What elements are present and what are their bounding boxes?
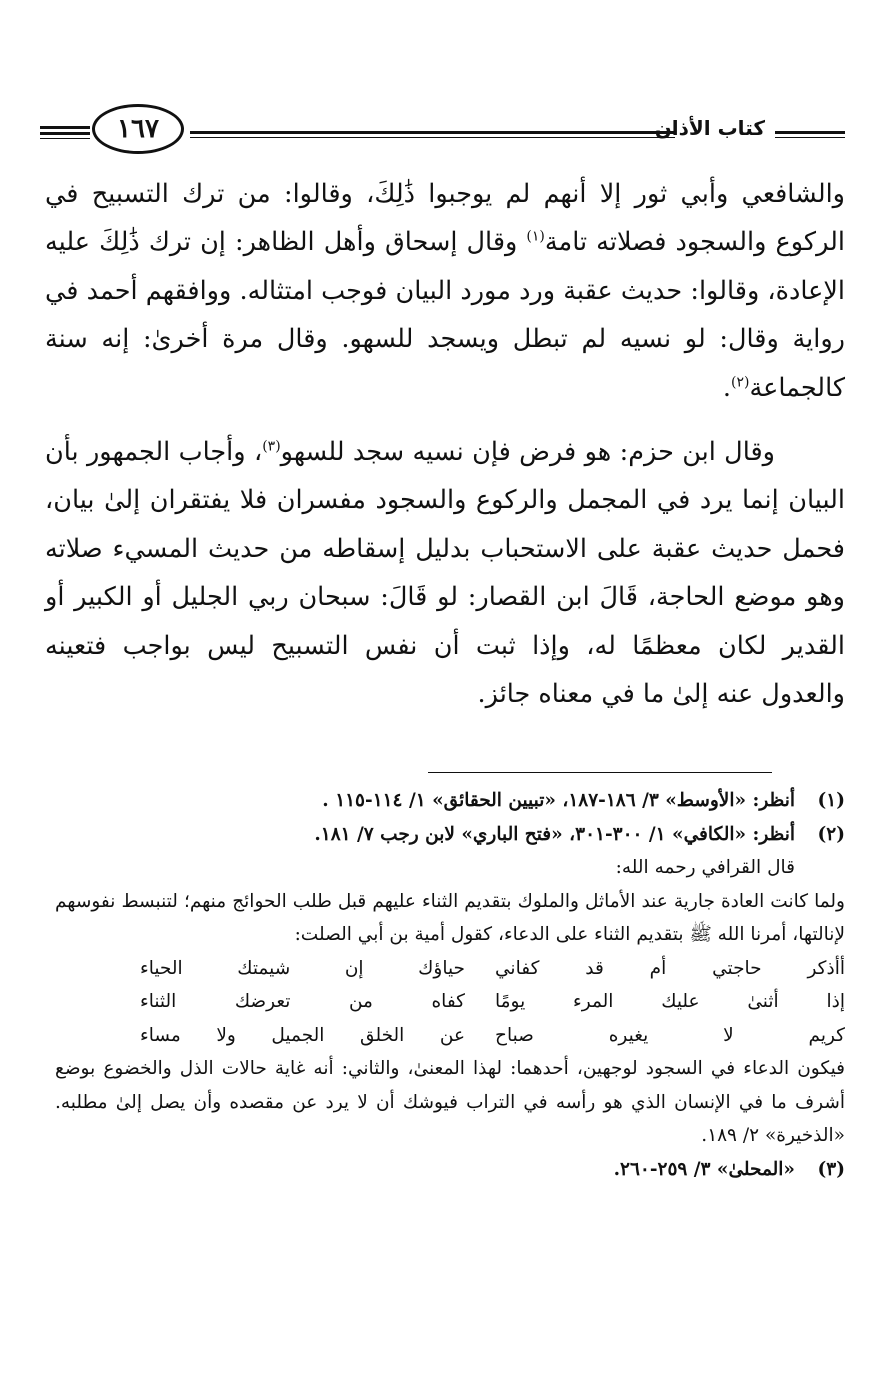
header-rule xyxy=(190,137,675,138)
footnote-quote-intro: قال القرافي رحمه الله: xyxy=(615,857,795,878)
header-rule xyxy=(775,131,845,134)
paragraph xyxy=(45,170,845,412)
footnote-number: (١) xyxy=(817,790,845,811)
text-run: . xyxy=(722,372,731,403)
chapter-title: كتاب الأذان xyxy=(654,116,765,140)
footnote-separator xyxy=(428,772,772,773)
footnote-ref: (٣) xyxy=(262,438,281,455)
header-rule xyxy=(40,138,90,139)
header-rule xyxy=(775,137,845,138)
footnote-quote: ولما كانت العادة جارية عند الأماثل والملوك بتقديم الثناء عليهم قبل طلب الحوائج منهم؛ لتنبسط نفوسهم لإنالتها، أمرنا الله ﷺ بتقديم الثناء على الدعاء، كقول أمية بن أبي الصلت: xyxy=(55,890,845,945)
footnote-ref: (١) xyxy=(526,228,545,245)
header-rule xyxy=(40,132,90,135)
text-run: والشافعي وأبي ثور إلا أنهم لم يوجبوا ذَٰلِكَ، وقالوا: من ترك التسبيح في الركوع والسجود فصلاته تامة xyxy=(45,179,845,258)
verse-hemistich: أأذكر حاجتي أم قد كفاني xyxy=(495,957,845,979)
text-run: ، وأجاب الجمهور بأن البيان إنما يرد في المجمل والركوع والسجود مفسران فلا يفتقران إلىٰ بيان، فحمل حديث عقبة على الاستحباب بدليل إسقاطه من حديث المسيء صلاته وهو موضع الحاجة، قَالَ ابن القصار: لو قَالَ: سبحان ربي الجليل أو الكبير أو القدير لكان معظمًا له، وإذا ثبت أن نفس التسبيح ليس بواجب فتعينه والعدول عنه إلىٰ ما في معناه جائز. xyxy=(45,437,845,710)
verse-hemistich: حياؤك إن شيمتك الحياء xyxy=(140,957,465,979)
page-number: ١٦٧ xyxy=(92,104,184,154)
verse-hemistich: كريم لا يغيره صباح xyxy=(495,1024,845,1046)
footnote-number: (٢) xyxy=(817,823,845,845)
verse-hemistich: عن الخلق الجميل ولا مساء xyxy=(140,1024,465,1046)
paragraph xyxy=(45,428,845,718)
text-run: وقال ابن حزم: هو فرض فإن نسيه سجد للسهو xyxy=(280,437,775,468)
footnote-text: أنظر: «الكافي» ١/ ٣٠٠-٣٠١، «فتح الباري» لابن رجب ٧/ ١٨١. xyxy=(314,823,795,845)
header-rule xyxy=(190,131,675,134)
footnote xyxy=(55,784,845,818)
page-header xyxy=(40,98,845,168)
verse-hemistich: إذا أثنىٰ عليك المرء يومًا xyxy=(495,991,845,1012)
footnotes xyxy=(55,784,845,1186)
footnote-number: (٣) xyxy=(817,1158,845,1180)
text-run: وقال إسحاق وأهل الظاهر: إن ترك ذَٰلِكَ عليه الإعادة، وقالوا: حديث عقبة ورد مورد البيان فوجب امتثاله. ووافقهم أحمد في رواية وقال: لو نسيه لم تبطل ويسجد للسهو. وقال مرة أخرىٰ: إنه سنة كالجماعة xyxy=(45,227,845,403)
verse-hemistich: كفاه من تعرضك الثناء xyxy=(140,991,465,1012)
header-rule xyxy=(40,126,90,129)
footnote xyxy=(55,1153,845,1187)
verse-line xyxy=(55,1019,845,1053)
footnote-text: «المحلىٰ» ٣/ ٢٥٩-٢٦٠. xyxy=(613,1158,795,1180)
footnote-ref: (٢) xyxy=(730,374,750,391)
footnote-quote: فيكون الدعاء في السجود لوجهين، أحدهما: لهذا المعنىٰ، والثاني: أنه غاية حالات الذل والخضوع بوضع أشرف ما في الإنسان الذي هو رأسه في التراب فيوشك أن لا يرد عن مقصده وأن يصل إلىٰ مطلبه. «الذخيرة» ٢/ ١٨٩. xyxy=(55,1058,845,1146)
main-text xyxy=(45,170,845,718)
footnote-text: أنظر: «الأوسط» ٣/ ١٨٦-١٨٧، «تبيين الحقائق» ١/ ١١٤-١١٥ . xyxy=(322,790,795,811)
verse-line xyxy=(55,952,845,986)
verse-line xyxy=(55,985,845,1019)
footnote xyxy=(55,818,845,852)
